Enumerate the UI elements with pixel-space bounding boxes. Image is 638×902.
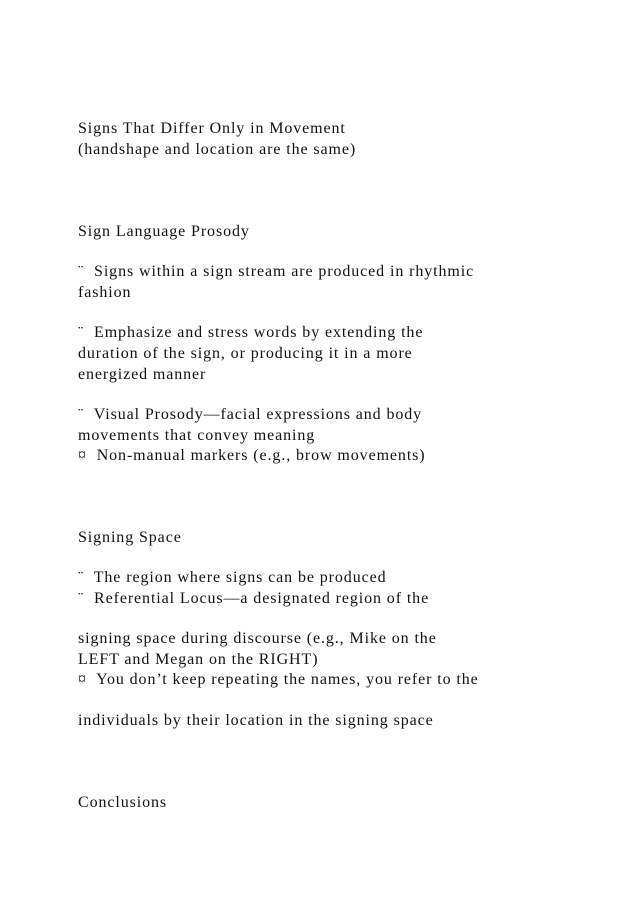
prosody-subbullet: ¤ Non-manual markers (e.g., brow movements) [78, 447, 426, 464]
signing-space-subbullet-line-1: ¤ You don’t keep repeating the names, you refer to the [78, 671, 479, 688]
signing-space-bullet-2-line-1: ¨ Referential Locus—a designated region of the [78, 590, 430, 607]
signing-space-bullet-2-line-3: LEFT and Megan on the RIGHT) [78, 651, 319, 668]
prosody-bullet-3-line-2: movements that convey meaning [78, 427, 316, 444]
prosody-heading: Sign Language Prosody [78, 223, 250, 240]
prosody-bullet-2-line-3: energized manner [78, 366, 207, 383]
movement-heading: Signs That Differ Only in Movement [78, 120, 346, 137]
signing-space-heading: Signing Space [78, 529, 182, 546]
signing-space-subbullet-line-2: individuals by their location in the signing space [78, 712, 434, 729]
signing-space-bullet-1: ¨ The region where signs can be produced [78, 569, 387, 586]
conclusions-heading: Conclusions [78, 794, 168, 811]
prosody-bullet-2-line-2: duration of the sign, or producing it in a more [78, 345, 413, 362]
prosody-bullet-1-line-2: fashion [78, 284, 132, 301]
movement-subheading: (handshape and location are the same) [78, 141, 357, 158]
prosody-bullet-2-line-1: ¨ Emphasize and stress words by extending the [78, 324, 424, 341]
signing-space-bullet-2-line-2: signing space during discourse (e.g., Mike on the [78, 630, 437, 647]
prosody-bullet-3-line-1: ¨ Visual Prosody—facial expressions and body [78, 406, 423, 423]
prosody-bullet-1-line-1: ¨ Signs within a sign stream are produced in rhythmic [78, 263, 475, 280]
